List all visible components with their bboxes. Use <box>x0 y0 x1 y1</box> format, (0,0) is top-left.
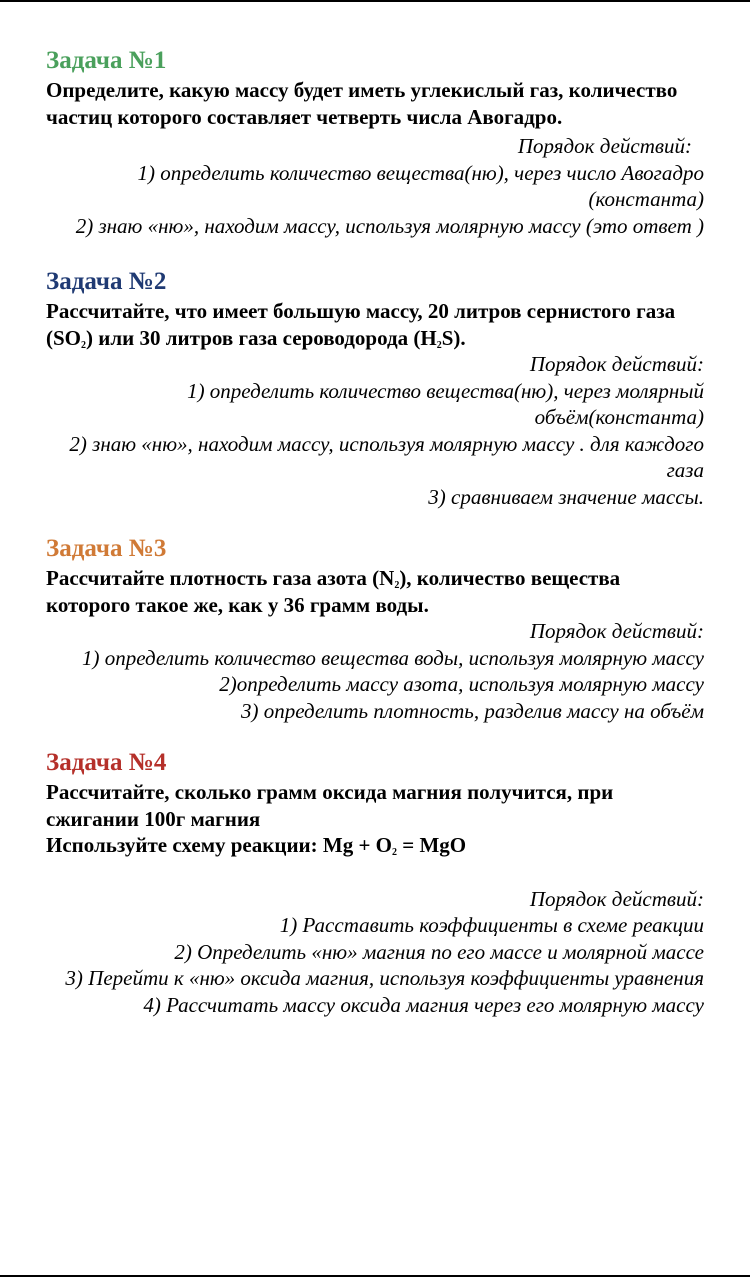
worksheet <box>46 46 706 1018</box>
task-3-steps-header: Порядок действий: <box>529 619 704 643</box>
task-3-step-1: 1) определить количество вещества воды, используя молярную массу <box>81 645 704 670</box>
task-1-step-2: 2) знаю «ню», находим массу, используя молярную массу (это ответ ) <box>75 213 704 238</box>
task-1 <box>46 46 706 239</box>
task-2-steps <box>46 351 706 510</box>
task-3-steps <box>46 618 706 724</box>
task-4-step-2: 2) Определить «ню» магния по его массе и молярной массе <box>174 939 704 964</box>
task-4-statement: Рассчитайте, сколько грамм оксида магния получится, при сжигании 100г магния <box>46 780 614 831</box>
task-3-step-2: 2)определить массу азота, используя молярную массу <box>219 672 704 696</box>
task-4 <box>46 748 706 1018</box>
task-4-steps <box>46 886 706 1019</box>
task-3 <box>46 534 706 724</box>
task-4-step-1: 1) Расставить коэффициенты в схеме реакции <box>279 913 704 937</box>
task-2-steps-header: Порядок действий: <box>529 352 704 376</box>
top-border <box>0 0 750 2</box>
task-2-step-3: 3) сравниваем значение массы. <box>428 484 704 509</box>
task-1-statement: Определите, какую массу будет иметь углекислый газ, количество частиц которого составляет четверть числа Авогадро. <box>46 78 678 129</box>
task-1-steps <box>46 133 706 239</box>
task-1-title: Задача №1 <box>46 47 167 74</box>
task-4-scheme: Используйте схему реакции: $Mg + O_2$ = MgO <box>46 833 467 858</box>
bottom-border <box>0 1275 750 1277</box>
task-3-step-3: 3) определить плотность, разделив массу на объём <box>240 698 704 723</box>
task-2-statement: Рассчитайте, что имеет большую массу, 20 литров сернистого газа $(SO_2)$ или 30 литров газа сероводорода $(H_2S)$. <box>46 299 676 351</box>
task-1-step-1: 1) определить количество вещества(ню), через число Авогадро (константа) <box>137 160 704 211</box>
task-4-steps-header: Порядок действий: <box>529 886 704 911</box>
task-4-title: Задача №4 <box>46 749 167 776</box>
task-2 <box>46 267 706 510</box>
task-2-step-2: 2) знаю «ню», находим массу, используя молярную массу . для каждого газа <box>69 431 704 482</box>
task-2-title: Задача №2 <box>46 268 167 295</box>
task-4-step-4: 4) Рассчитать массу оксида магния через его молярную массу <box>143 992 704 1017</box>
task-3-title: Задача №3 <box>46 535 167 562</box>
task-1-steps-header: Порядок действий: <box>517 134 692 158</box>
task-3-statement: Рассчитайте плотность газа азота $(N_2)$, количество вещества которого такое же, как у 36 грамм воды. <box>46 566 621 617</box>
task-4-step-3: 3) Перейти к «ню» оксида магния, используя коэффициенты уравнения <box>65 966 704 990</box>
task-2-step-1: 1) определить количество вещества(ню), через молярный объём(константа) <box>187 378 704 429</box>
